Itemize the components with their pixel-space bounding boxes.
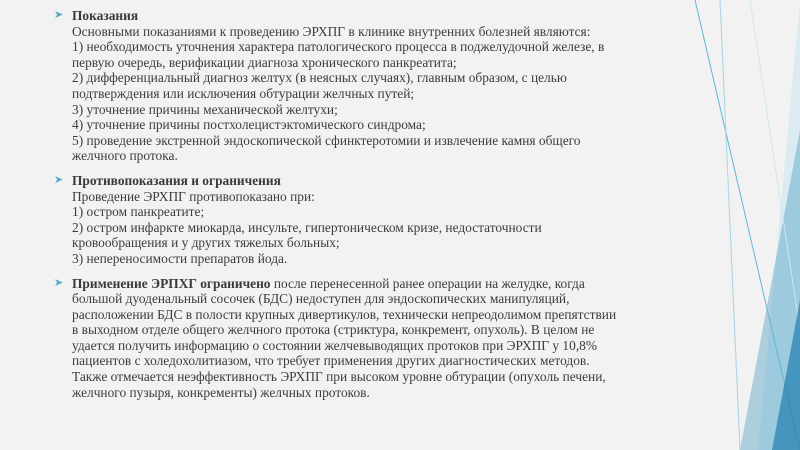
bullet-arrow-icon: ➤ [54, 173, 64, 186]
bullet-arrow-icon: ➤ [54, 9, 64, 21]
text-line: Также отмечается неэффективность ЭРХПГ при высоком уровне обтурации (опухоль печени, [72, 369, 606, 385]
text-line: 2) остром инфаркте миокарда, инсульте, гипертоническом кризе, недостаточности [72, 219, 542, 235]
text-line: подтверждения или исключения обтурации желчных путей; [72, 85, 415, 101]
text-line: первую очередь, верификации диагноза хронического панкреатита; [72, 54, 457, 70]
text-line: 3) уточнение причины механической желтухи; [72, 101, 338, 117]
text-line: в выходном отделе общего желчного протока (стриктура, конкремент, опухоль). В целом не [72, 322, 595, 338]
text-line: удается получить информацию о состоянии желчевыводящих протоков при ЭРХПГ у 10,8% [72, 337, 598, 353]
text-line: 1) необходимость уточнения характера патологического процесса в поджелудочной железе, в [72, 39, 605, 55]
section-heading: Показания [72, 8, 139, 23]
text-line-first [72, 276, 692, 292]
decor-line-2 [720, 0, 740, 450]
text-line: 5) проведение экстренной эндоскопической сфинктеротомии и извлечение камня общего [72, 132, 581, 148]
section-indications [52, 8, 692, 164]
text-line: Основными показаниями к проведению ЭРХПГ в клинике внутренних болезней являются: [72, 23, 591, 39]
text-line: кровообращения и у других тяжелых больных; [72, 235, 340, 251]
text-line: желчного пузыря, конкременты) желчных протоков. [72, 384, 370, 400]
bullet-arrow-icon: ➤ [54, 276, 64, 289]
decorative-lines [680, 0, 800, 450]
text-line: 1) остром панкреатите; [72, 204, 205, 220]
limitation-lead-rest: после перенесенной ранее операции на желудке, когда [270, 275, 585, 291]
text-line: Проведение ЭРХПГ противопоказано при: [72, 188, 315, 204]
section-limitations [52, 276, 692, 401]
slide-body [52, 8, 692, 409]
text-line: 2) дифференциальный диагноз желтух (в неясных случаях), главным образом, с целью [72, 70, 567, 86]
section-contraindications [52, 173, 692, 267]
text-line: пациентов с холедохолитиазом, что требует применения других диагностических методов. [72, 353, 590, 369]
text-line: большой дуоденальный сосочек (БДС) недоступен для эндоскопических манипуляций, [72, 291, 570, 307]
text-line: расположении БДС в полости крупных дивертикулов, технически непреодолимом препятствии [72, 306, 617, 322]
limitation-lead: Применение ЭРПХГ ограничено [72, 275, 271, 291]
text-line: 3) непереносимости препаратов йода. [72, 250, 288, 266]
section-heading: Противопоказания и ограничения [72, 172, 281, 188]
text-line: 4) уточнение причины постхолецистэктомического синдрома; [72, 117, 426, 133]
text-line: желчного протока. [72, 148, 178, 164]
